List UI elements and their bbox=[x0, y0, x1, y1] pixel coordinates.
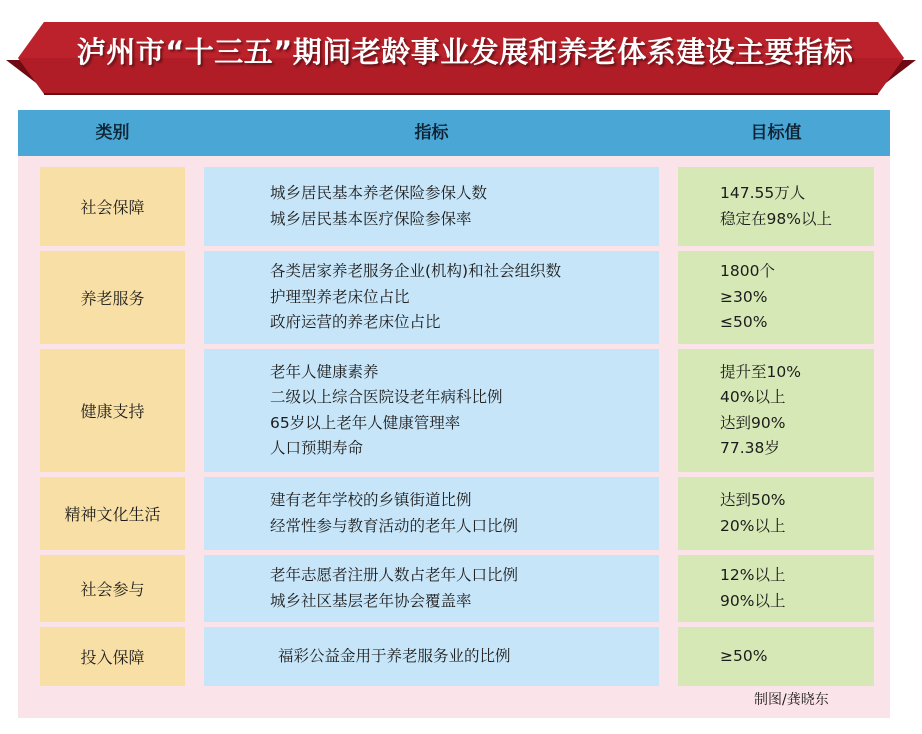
target-value: 90%以上 bbox=[720, 591, 786, 610]
category-cell: 投入保障 bbox=[40, 627, 185, 686]
category-cell: 健康支持 bbox=[40, 349, 185, 472]
indicator-text: 65岁以上老年人健康管理率 bbox=[270, 413, 461, 432]
indicator-text: 老年志愿者注册人数占老年人口比例 bbox=[270, 566, 519, 584]
indicator-cell bbox=[204, 167, 659, 246]
indicator-text: 二级以上综合医院设老年病科比例 bbox=[270, 388, 503, 406]
table-row bbox=[18, 349, 890, 472]
table-row bbox=[18, 555, 890, 622]
page-title: 泸州市“十三五”期间老龄事业发展和养老体系建设主要指标 bbox=[76, 35, 854, 69]
indicator-text: 城乡社区基层老年协会覆盖率 bbox=[270, 591, 472, 610]
indicator-cell bbox=[204, 349, 659, 472]
indicator-text: 建有老年学校的乡镇街道比例 bbox=[270, 491, 472, 509]
target-value: 1800个 bbox=[720, 262, 775, 281]
indicator-text: 各类居家养老服务企业(机构)和社会组织数 bbox=[270, 262, 562, 281]
header-target: 目标值 bbox=[750, 123, 802, 143]
header-indicator: 指标 bbox=[414, 123, 449, 143]
table-row bbox=[18, 167, 890, 246]
target-value: 12%以上 bbox=[720, 566, 786, 584]
target-cell bbox=[678, 349, 874, 472]
credit-text: 制图/龚晓东 bbox=[754, 692, 829, 708]
indicator-cell bbox=[204, 477, 659, 550]
target-value: 77.38岁 bbox=[720, 439, 780, 457]
indicator-text: 福彩公益金用于养老服务业的比例 bbox=[278, 646, 511, 665]
header-category: 类别 bbox=[95, 123, 130, 143]
target-value: 20%以上 bbox=[720, 516, 786, 535]
indicator-text: 人口预期寿命 bbox=[270, 439, 364, 457]
indicator-text: 护理型养老床位占比 bbox=[270, 287, 410, 306]
target-value: 达到90% bbox=[720, 413, 786, 432]
indicator-text: 城乡居民基本医疗保险参保率 bbox=[270, 209, 472, 228]
table-row bbox=[18, 627, 890, 686]
target-value: 提升至10% bbox=[720, 362, 801, 381]
target-value: ≥50% bbox=[720, 646, 768, 665]
target-value: 147.55万人 bbox=[720, 184, 806, 202]
indicator-cell bbox=[204, 555, 659, 622]
target-cell bbox=[678, 627, 874, 686]
target-value: 达到50% bbox=[720, 491, 786, 509]
target-value: ≥30% bbox=[720, 287, 768, 306]
indicator-text: 经常性参与教育活动的老年人口比例 bbox=[270, 516, 519, 535]
table-row bbox=[18, 251, 890, 344]
target-cell bbox=[678, 555, 874, 622]
target-value: 40%以上 bbox=[720, 388, 786, 406]
category-cell: 精神文化生活 bbox=[40, 477, 185, 550]
indicator-text: 城乡居民基本养老保险参保人数 bbox=[270, 184, 488, 202]
category-cell: 养老服务 bbox=[40, 251, 185, 344]
title-banner bbox=[0, 0, 922, 100]
indicator-text: 老年人健康素养 bbox=[270, 362, 379, 381]
target-cell bbox=[678, 167, 874, 246]
target-value: 稳定在98%以上 bbox=[720, 209, 832, 228]
indicator-cell bbox=[204, 627, 659, 686]
target-cell bbox=[678, 251, 874, 344]
indicator-cell bbox=[204, 251, 659, 344]
target-value: ≤50% bbox=[720, 313, 768, 332]
table-header bbox=[18, 110, 890, 156]
table-row bbox=[18, 477, 890, 550]
indicator-table bbox=[18, 110, 890, 718]
category-cell: 社会参与 bbox=[40, 555, 185, 622]
indicator-text: 政府运营的养老床位占比 bbox=[270, 313, 441, 332]
category-cell: 社会保障 bbox=[40, 167, 185, 246]
target-cell bbox=[678, 477, 874, 550]
